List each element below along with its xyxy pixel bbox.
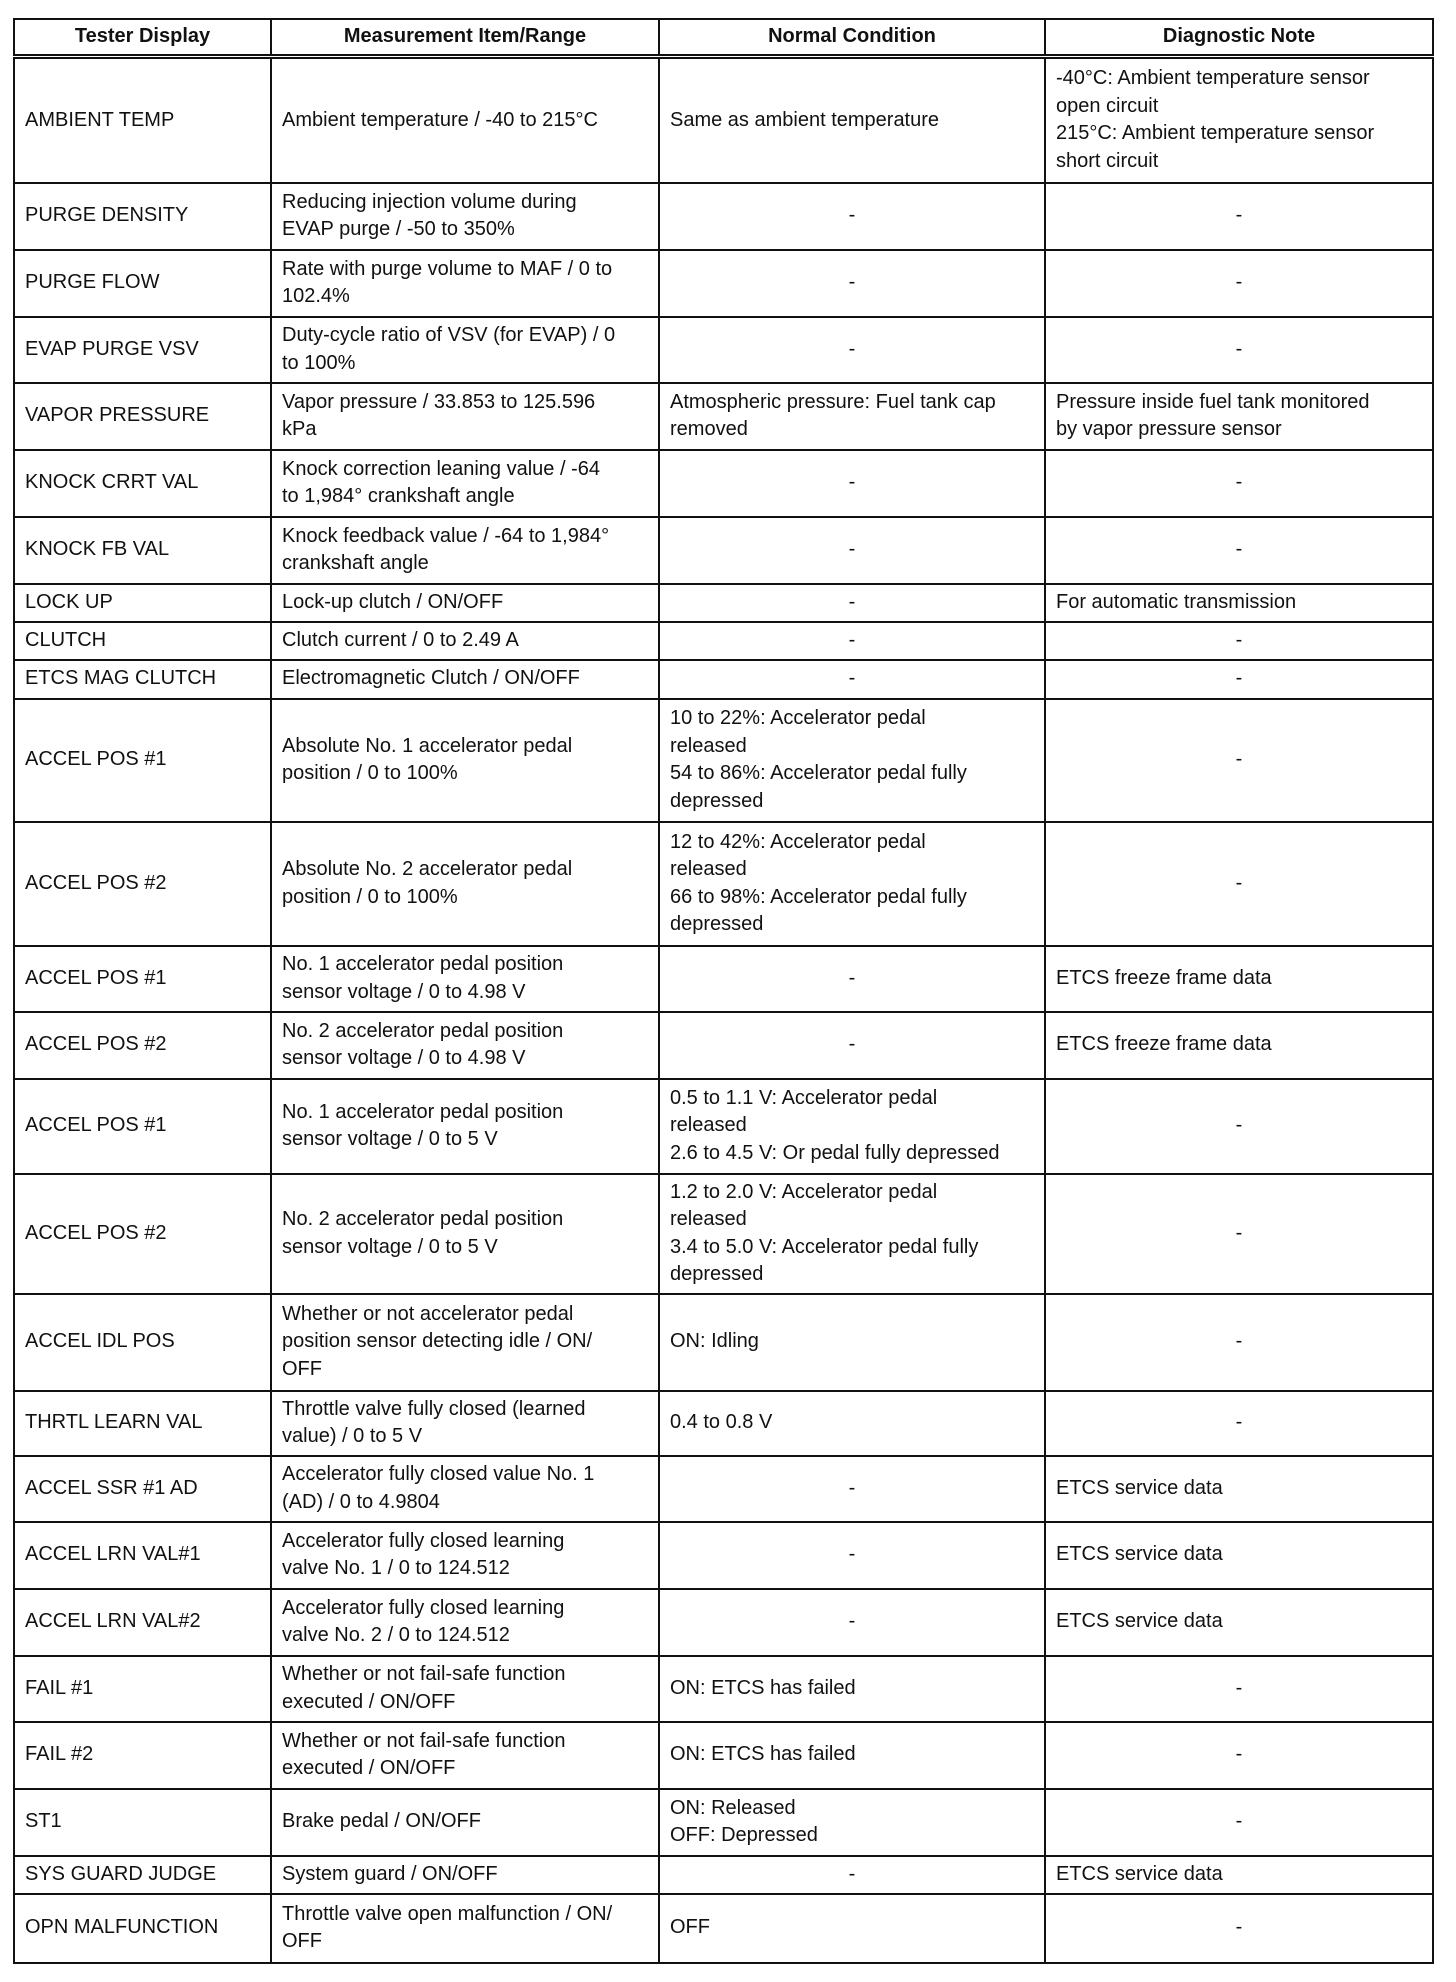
diagnostic-note-cell: ETCS service data <box>1045 1456 1433 1522</box>
tester-display-cell: KNOCK FB VAL <box>14 517 271 584</box>
table-row <box>14 1589 1433 1656</box>
tester-display-cell: ACCEL POS #1 <box>14 946 271 1012</box>
normal-condition-cell: 0.4 to 0.8 V <box>659 1391 1045 1456</box>
table-row <box>14 517 1433 584</box>
measurement-item-cell: Whether or not fail-safe function executed / ON/OFF <box>271 1656 659 1722</box>
table-row <box>14 1789 1433 1856</box>
table-row <box>14 622 1433 660</box>
table-row <box>14 1391 1433 1456</box>
data-list-table <box>13 18 1434 1964</box>
table-row <box>14 183 1433 250</box>
tester-display-cell: ACCEL LRN VAL#2 <box>14 1589 271 1656</box>
tester-display-cell: ETCS MAG CLUTCH <box>14 660 271 699</box>
measurement-item-cell: No. 1 accelerator pedal position sensor voltage / 0 to 4.98 V <box>271 946 659 1012</box>
table-row <box>14 946 1433 1012</box>
tester-display-cell: ACCEL IDL POS <box>14 1294 271 1391</box>
measurement-item-cell: No. 2 accelerator pedal position sensor voltage / 0 to 5 V <box>271 1174 659 1294</box>
normal-condition-cell: - <box>659 450 1045 517</box>
normal-condition-cell: 0.5 to 1.1 V: Accelerator pedal released 2.6 to 4.5 V: Or pedal fully depressed <box>659 1079 1045 1174</box>
measurement-item-cell: Clutch current / 0 to 2.49 A <box>271 622 659 660</box>
normal-condition-cell: 1.2 to 2.0 V: Accelerator pedal released 3.4 to 5.0 V: Accelerator pedal fully depressed <box>659 1174 1045 1294</box>
diagnostic-note-cell: - <box>1045 517 1433 584</box>
header-normal-condition: Normal Condition <box>659 19 1045 57</box>
normal-condition-cell: - <box>659 584 1045 622</box>
tester-display-cell: VAPOR PRESSURE <box>14 383 271 450</box>
table-row <box>14 1174 1433 1294</box>
measurement-item-cell: Vapor pressure / 33.853 to 125.596 kPa <box>271 383 659 450</box>
diagnostic-note-cell: - <box>1045 183 1433 250</box>
measurement-item-cell: Accelerator fully closed learning valve No. 2 / 0 to 124.512 <box>271 1589 659 1656</box>
table-row <box>14 1522 1433 1589</box>
diagnostic-note-cell: ETCS service data <box>1045 1522 1433 1589</box>
tester-display-cell: AMBIENT TEMP <box>14 57 271 183</box>
diagnostic-note-cell: - <box>1045 660 1433 699</box>
measurement-item-cell: Duty-cycle ratio of VSV (for EVAP) / 0 to 100% <box>271 317 659 383</box>
tester-display-cell: ACCEL POS #1 <box>14 1079 271 1174</box>
table-row <box>14 660 1433 699</box>
measurement-item-cell: Brake pedal / ON/OFF <box>271 1789 659 1856</box>
normal-condition-cell: - <box>659 1589 1045 1656</box>
measurement-item-cell: No. 1 accelerator pedal position sensor voltage / 0 to 5 V <box>271 1079 659 1174</box>
measurement-item-cell: Whether or not fail-safe function executed / ON/OFF <box>271 1722 659 1789</box>
diagnostic-note-cell: -40°C: Ambient temperature sensor open circuit 215°C: Ambient temperature sensor short circuit <box>1045 57 1433 183</box>
normal-condition-cell: 12 to 42%: Accelerator pedal released 66 to 98%: Accelerator pedal fully depressed <box>659 822 1045 946</box>
normal-condition-cell: 10 to 22%: Accelerator pedal released 54 to 86%: Accelerator pedal fully depressed <box>659 699 1045 822</box>
tester-display-cell: CLUTCH <box>14 622 271 660</box>
normal-condition-cell: - <box>659 660 1045 699</box>
diagnostic-note-cell: - <box>1045 622 1433 660</box>
diagnostic-note-cell: ETCS freeze frame data <box>1045 946 1433 1012</box>
normal-condition-cell: Same as ambient temperature <box>659 57 1045 183</box>
table-row <box>14 1012 1433 1079</box>
diagnostic-note-cell: Pressure inside fuel tank monitored by vapor pressure sensor <box>1045 383 1433 450</box>
diagnostic-note-cell: ETCS service data <box>1045 1589 1433 1656</box>
table-row <box>14 1856 1433 1894</box>
normal-condition-cell: - <box>659 183 1045 250</box>
measurement-item-cell: Throttle valve open malfunction / ON/ OFF <box>271 1894 659 1963</box>
diagnostic-note-cell: For automatic transmission <box>1045 584 1433 622</box>
normal-condition-cell: OFF <box>659 1894 1045 1963</box>
diagnostic-note-cell: - <box>1045 1174 1433 1294</box>
tester-display-cell: ACCEL LRN VAL#1 <box>14 1522 271 1589</box>
measurement-item-cell: Accelerator fully closed value No. 1 (AD) / 0 to 4.9804 <box>271 1456 659 1522</box>
measurement-item-cell: Absolute No. 1 accelerator pedal position / 0 to 100% <box>271 699 659 822</box>
tester-display-cell: OPN MALFUNCTION <box>14 1894 271 1963</box>
table-row <box>14 1294 1433 1391</box>
table-row <box>14 1079 1433 1174</box>
tester-display-cell: THRTL LEARN VAL <box>14 1391 271 1456</box>
table-row <box>14 822 1433 946</box>
tester-display-cell: ACCEL POS #2 <box>14 1174 271 1294</box>
measurement-item-cell: Absolute No. 2 accelerator pedal position / 0 to 100% <box>271 822 659 946</box>
tester-display-cell: EVAP PURGE VSV <box>14 317 271 383</box>
tester-display-cell: KNOCK CRRT VAL <box>14 450 271 517</box>
measurement-item-cell: Reducing injection volume during EVAP purge / -50 to 350% <box>271 183 659 250</box>
diagnostic-note-cell: ETCS freeze frame data <box>1045 1012 1433 1079</box>
measurement-item-cell: Knock feedback value / -64 to 1,984° crankshaft angle <box>271 517 659 584</box>
diagnostic-note-cell: - <box>1045 1722 1433 1789</box>
table-row <box>14 57 1433 183</box>
table-row <box>14 250 1433 317</box>
table-row <box>14 1456 1433 1522</box>
header-measurement-item: Measurement Item/Range <box>271 19 659 57</box>
normal-condition-cell: - <box>659 1456 1045 1522</box>
diagnostic-note-cell: - <box>1045 450 1433 517</box>
normal-condition-cell: ON: ETCS has failed <box>659 1722 1045 1789</box>
tester-display-cell: SYS GUARD JUDGE <box>14 1856 271 1894</box>
diagnostic-note-cell: - <box>1045 1294 1433 1391</box>
header-row <box>14 19 1433 57</box>
tester-display-cell: PURGE DENSITY <box>14 183 271 250</box>
normal-condition-cell: ON: Idling <box>659 1294 1045 1391</box>
normal-condition-cell: - <box>659 1522 1045 1589</box>
table-row <box>14 1656 1433 1722</box>
normal-condition-cell: - <box>659 317 1045 383</box>
tester-display-cell: LOCK UP <box>14 584 271 622</box>
diagnostic-note-cell: - <box>1045 699 1433 822</box>
table-row <box>14 1894 1433 1963</box>
diagnostic-note-cell: - <box>1045 822 1433 946</box>
table-row <box>14 699 1433 822</box>
measurement-item-cell: Lock-up clutch / ON/OFF <box>271 584 659 622</box>
tester-display-cell: ST1 <box>14 1789 271 1856</box>
normal-condition-cell: - <box>659 250 1045 317</box>
normal-condition-cell: ON: ETCS has failed <box>659 1656 1045 1722</box>
diagnostic-note-cell: - <box>1045 1894 1433 1963</box>
measurement-item-cell: No. 2 accelerator pedal position sensor voltage / 0 to 4.98 V <box>271 1012 659 1079</box>
normal-condition-cell: - <box>659 517 1045 584</box>
measurement-item-cell: Electromagnetic Clutch / ON/OFF <box>271 660 659 699</box>
measurement-item-cell: System guard / ON/OFF <box>271 1856 659 1894</box>
diagnostic-note-cell: - <box>1045 317 1433 383</box>
measurement-item-cell: Throttle valve fully closed (learned value) / 0 to 5 V <box>271 1391 659 1456</box>
measurement-item-cell: Rate with purge volume to MAF / 0 to 102.4% <box>271 250 659 317</box>
diagnostic-note-cell: - <box>1045 1079 1433 1174</box>
table-row <box>14 450 1433 517</box>
measurement-item-cell: Knock correction leaning value / -64 to 1,984° crankshaft angle <box>271 450 659 517</box>
tester-display-cell: ACCEL SSR #1 AD <box>14 1456 271 1522</box>
normal-condition-cell: - <box>659 1012 1045 1079</box>
diagnostic-note-cell: - <box>1045 1789 1433 1856</box>
normal-condition-cell: ON: Released OFF: Depressed <box>659 1789 1045 1856</box>
measurement-item-cell: Ambient temperature / -40 to 215°C <box>271 57 659 183</box>
normal-condition-cell: Atmospheric pressure: Fuel tank cap removed <box>659 383 1045 450</box>
header-tester-display: Tester Display <box>14 19 271 57</box>
table-row <box>14 317 1433 383</box>
diagnostic-note-cell: - <box>1045 1391 1433 1456</box>
diagnostic-note-cell: - <box>1045 250 1433 317</box>
normal-condition-cell: - <box>659 946 1045 1012</box>
normal-condition-cell: - <box>659 1856 1045 1894</box>
diagnostic-note-cell: ETCS service data <box>1045 1856 1433 1894</box>
tester-display-cell: FAIL #1 <box>14 1656 271 1722</box>
diagnostic-note-cell: - <box>1045 1656 1433 1722</box>
table-row <box>14 1722 1433 1789</box>
measurement-item-cell: Accelerator fully closed learning valve No. 1 / 0 to 124.512 <box>271 1522 659 1589</box>
tester-display-cell: ACCEL POS #1 <box>14 699 271 822</box>
tester-display-cell: PURGE FLOW <box>14 250 271 317</box>
tester-display-cell: FAIL #2 <box>14 1722 271 1789</box>
normal-condition-cell: - <box>659 622 1045 660</box>
table-row <box>14 383 1433 450</box>
header-diagnostic-note: Diagnostic Note <box>1045 19 1433 57</box>
measurement-item-cell: Whether or not accelerator pedal position sensor detecting idle / ON/ OFF <box>271 1294 659 1391</box>
tester-display-cell: ACCEL POS #2 <box>14 1012 271 1079</box>
table-row <box>14 584 1433 622</box>
tester-display-cell: ACCEL POS #2 <box>14 822 271 946</box>
